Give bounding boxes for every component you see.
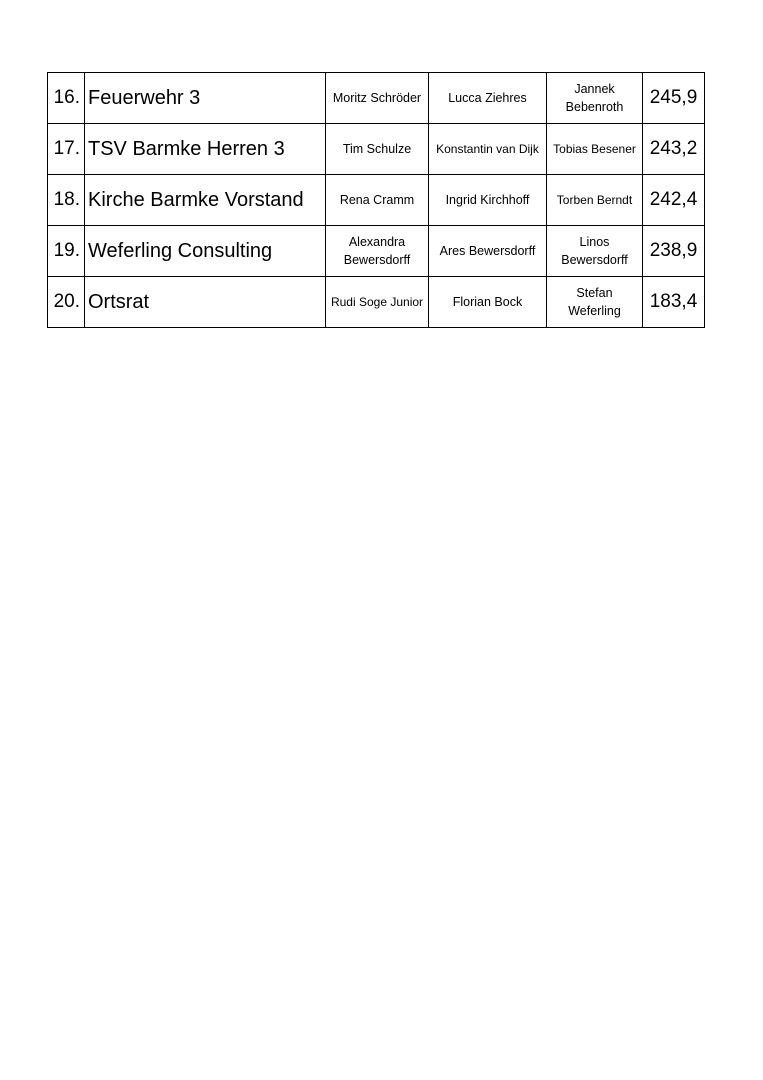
- member-name: Tobias Besener: [553, 142, 636, 156]
- table-row: [48, 226, 705, 277]
- member-name: Rena Cramm: [339, 193, 415, 207]
- member-name: Jannek Bebenroth: [565, 82, 624, 114]
- member-name: Ingrid Kirchhoff: [445, 193, 530, 207]
- table-row: [48, 277, 705, 328]
- team-name-cell: Weferling Consulting: [85, 226, 326, 277]
- member-cell: [326, 124, 429, 175]
- rank-cell: 16.: [48, 73, 85, 124]
- member-name: Alexandra Bewersdorff: [343, 235, 411, 267]
- rank-cell: 20.: [48, 277, 85, 328]
- member-name: Konstantin van Dijk: [436, 142, 539, 156]
- member-name: Torben Berndt: [556, 193, 633, 207]
- member-cell: [547, 73, 643, 124]
- member-cell: [429, 124, 547, 175]
- table-row: [48, 124, 705, 175]
- member-name: Tim Schulze: [342, 142, 412, 156]
- member-name: Rudi Soge Junior: [330, 295, 424, 309]
- member-cell: [547, 277, 643, 328]
- rank-cell: 18.: [48, 175, 85, 226]
- member-cell: [547, 124, 643, 175]
- score-cell: 238,9: [643, 226, 705, 277]
- member-cell: [429, 226, 547, 277]
- team-name-cell: Kirche Barmke Vorstand: [85, 175, 326, 226]
- member-cell: [429, 277, 547, 328]
- member-cell: [326, 175, 429, 226]
- member-cell: [326, 226, 429, 277]
- member-name: Florian Bock: [452, 295, 523, 309]
- table-row: [48, 175, 705, 226]
- table-row: [48, 73, 705, 124]
- score-cell: 243,2: [643, 124, 705, 175]
- member-name: Ares Bewersdorff: [439, 244, 536, 258]
- team-name-cell: Ortsrat: [85, 277, 326, 328]
- member-cell: [429, 73, 547, 124]
- member-name: Moritz Schröder: [332, 91, 422, 105]
- team-name-cell: TSV Barmke Herren 3: [85, 124, 326, 175]
- member-cell: [326, 277, 429, 328]
- rank-cell: 19.: [48, 226, 85, 277]
- member-name: Stefan Weferling: [568, 286, 621, 318]
- results-table: [47, 72, 705, 328]
- member-cell: [547, 226, 643, 277]
- member-cell: [326, 73, 429, 124]
- member-name: Lucca Ziehres: [448, 91, 527, 105]
- member-cell: [547, 175, 643, 226]
- team-name-cell: Feuerwehr 3: [85, 73, 326, 124]
- score-cell: 183,4: [643, 277, 705, 328]
- score-cell: 242,4: [643, 175, 705, 226]
- member-cell: [429, 175, 547, 226]
- member-name: Linos Bewersdorff: [561, 235, 628, 267]
- rank-cell: 17.: [48, 124, 85, 175]
- score-cell: 245,9: [643, 73, 705, 124]
